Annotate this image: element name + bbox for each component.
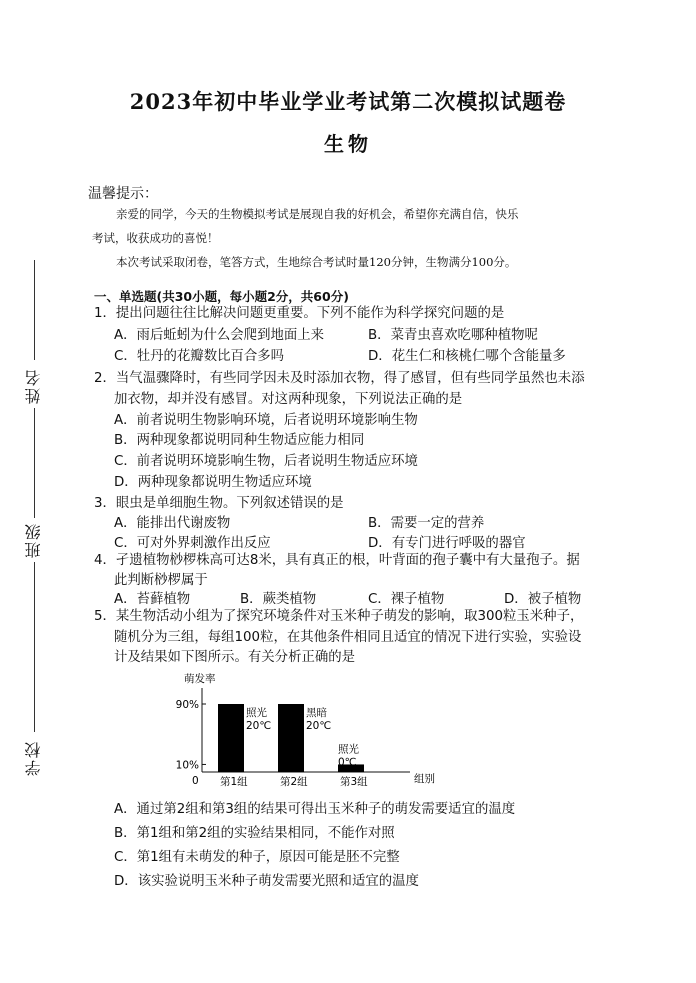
- q4-option-c: C．裸子植物: [368, 592, 445, 607]
- side-label-class: 班级: [24, 522, 43, 558]
- chart-category-label-3: 第3组: [340, 776, 368, 788]
- chart-bar-2: [278, 704, 304, 772]
- chart-bar-1: [218, 704, 244, 772]
- q5-option-d: D．该实验说明玉米种子萌发需要光照和适宜的温度: [114, 874, 419, 889]
- q3-option-b: B．需要一定的营养: [368, 516, 485, 531]
- exam-title: 2023年初中毕业学业考试第二次模拟试题卷: [129, 89, 567, 114]
- subject-title: 生物: [324, 132, 372, 156]
- chart-bar-temp-1: 20℃: [246, 720, 272, 732]
- q2-option-a: A．前者说明生物影响环境，后者说明环境影响生物: [114, 413, 418, 428]
- q4-option-b: B．蕨类植物: [240, 592, 317, 607]
- tips-line-2: 考试，收获成功的喜悦！: [92, 231, 219, 245]
- question-2: 2．当气温骤降时，有些同学因未及时添加衣物，得了感冒，但有些同学虽然也未添: [94, 371, 585, 386]
- question-4: 4．孑遗植物桫椤株高可达8米，具有真正的根，叶背面的孢子囊中有大量孢子。据: [94, 553, 580, 568]
- q1-option-c: C．牡丹的花瓣数比百合多吗: [114, 349, 285, 364]
- q2-option-d: D．两种现象都说明生物适应环境: [114, 475, 312, 490]
- chart-bar-condition-2: 黑暗: [306, 707, 327, 719]
- q4-option-d: D．被子植物: [504, 592, 582, 607]
- q5-option-b: B．第1组和第2组的实验结果相同，不能作对照: [114, 826, 395, 841]
- question-2-cont: 加衣物，却并没有感冒。对这两种现象，下列说法正确的是: [114, 392, 463, 407]
- q4-option-a: A．苔藓植物: [114, 592, 191, 607]
- question-5: 5．某生物活动小组为了探究环境条件对玉米种子萌发的影响，取300粒玉米种子，: [94, 609, 584, 624]
- chart-origin-label: 0: [192, 775, 199, 787]
- tips-heading: 温馨提示：: [88, 186, 158, 202]
- q3-option-c: C．可对外界刺激作出反应: [114, 536, 271, 551]
- tips-line-3: 本次考试采取闭卷，笔答方式，生地综合考试时量120分钟，生物满分100分。: [116, 255, 517, 269]
- question-5-cont-1: 随机分为三组，每组100粒，在其他条件相同且适宜的情况下进行实验，实验设: [114, 630, 582, 645]
- side-line-1: [34, 260, 35, 360]
- q3-option-a: A．能排出代谢废物: [114, 516, 231, 531]
- germination-chart: [170, 668, 450, 793]
- chart-bar-temp-3: 0℃: [338, 756, 357, 769]
- q1-option-a: A．雨后蚯蚓为什么会爬到地面上来: [114, 328, 325, 343]
- chart-category-label-1: 第1组: [220, 776, 248, 788]
- q5-option-c: C．第1组有未萌发的种子，原因可能是胚不完整: [114, 850, 400, 865]
- side-line-2: [34, 408, 35, 518]
- chart-xlabel: 组别: [414, 773, 435, 785]
- question-1: 1．提出问题往往比解决问题更重要。下列不能作为科学探究问题的是: [94, 306, 505, 321]
- section-title: 一、单选题(共30小题，每小题2分，共60分): [94, 289, 349, 304]
- chart-ytick-label-0: 90%: [175, 699, 199, 711]
- q1-option-b: B．菜青虫喜欢吃哪种植物呢: [368, 328, 538, 343]
- question-3: 3．眼虫是单细胞生物。下列叙述错误的是: [94, 496, 344, 511]
- q5-option-a: A．通过第2组和第3组的结果可得出玉米种子的萌发需要适宜的温度: [114, 802, 516, 817]
- chart-bar-temp-2: 20℃: [306, 720, 332, 732]
- question-4-cont: 此判断桫椤属于: [114, 573, 208, 588]
- chart-bar-condition-3: 照光: [338, 743, 359, 756]
- chart-bar-condition-1: 照光: [246, 707, 267, 719]
- q2-option-c: C．前者说明环境影响生物，后者说明生物适应环境: [114, 454, 418, 469]
- question-5-cont-2: 计及结果如下图所示。有关分析正确的是: [114, 650, 356, 665]
- side-label-school: 学校: [24, 740, 43, 776]
- chart-ylabel: 萌发率: [184, 673, 216, 685]
- chart-category-label-2: 第2组: [280, 776, 308, 788]
- side-label-name: 姓名: [24, 368, 43, 404]
- chart-ytick-label-1: 10%: [175, 759, 199, 772]
- q2-option-b: B．两种现象都说明同种生物适应能力相同: [114, 433, 365, 448]
- side-line-3: [34, 562, 35, 732]
- tips-line-1: 亲爱的同学，今天的生物模拟考试是展现自我的好机会，希望你充满自信，快乐: [116, 207, 519, 221]
- q3-option-d: D．有专门进行呼吸的器官: [368, 536, 526, 551]
- q1-option-d: D．花生仁和核桃仁哪个含能量多: [368, 349, 566, 364]
